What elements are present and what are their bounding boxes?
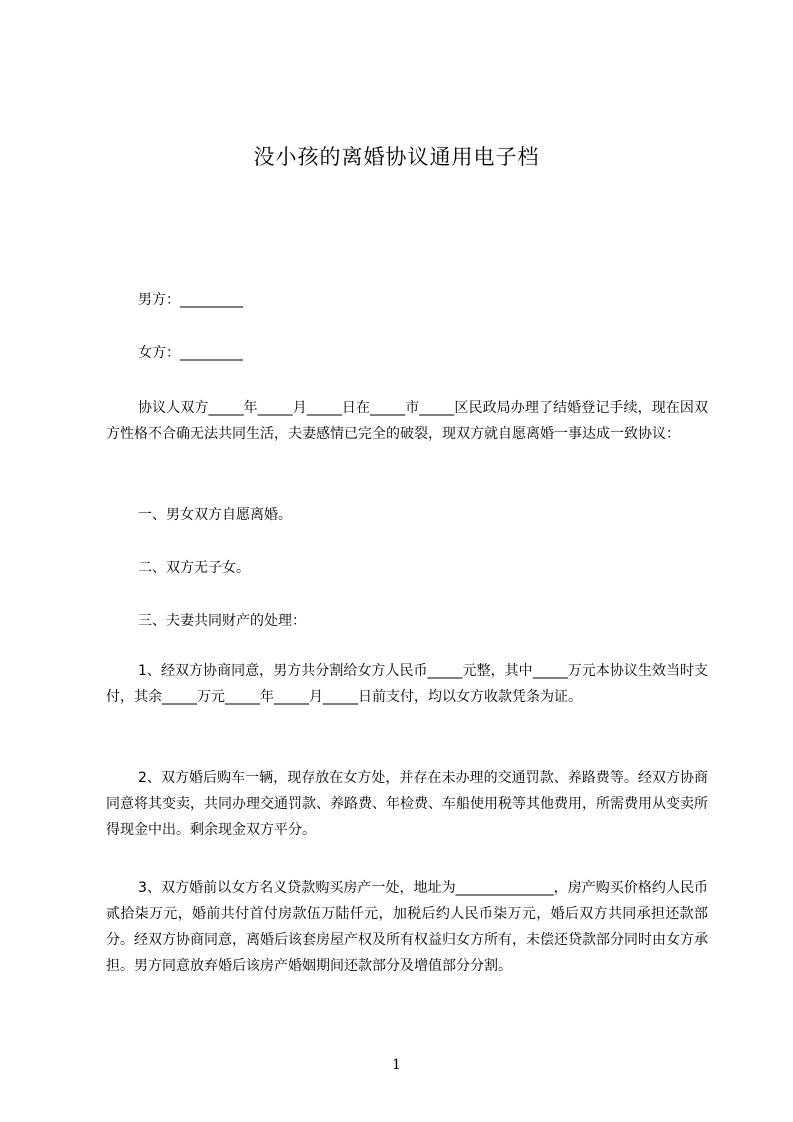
item-3-paragraph: 3、双方婚前以女方名义贷款购买房产一处，地址为______________，房产购买价格约人民币贰拾柒万元，婚前共付首付房款伍万陆仟元，加税后约人民币柒万元，婚后双方共同承担还款部分。经双方协商同意，离婚后该套房屋产权及所有权益归女方所有，未偿还贷款部分同时由女方承担。男方同意放弃婚后该房产婚姻期间还款部分及增值部分分割。 [106, 880, 708, 974]
document-title: 没小孩的离婚协议通用电子档 [253, 145, 540, 169]
female-party-line: 女方：_________ [138, 345, 243, 361]
clause-1: 一、男女双方自愿离婚。 [138, 507, 292, 523]
male-party-line: 男方：_________ [138, 292, 243, 308]
page-number: 1 [392, 1057, 401, 1073]
item-2-paragraph: 2、双方婚后购车一辆，现存放在女方处，并存在未办理的交通罚款、养路费等。经双方协商同意将其变卖，共同办理交通罚款、养路费、年检费、车船使用税等其他费用，所需费用从变卖所得现金中出。剩余现金双方平分。 [106, 770, 708, 838]
item-1-paragraph: 1、经双方协商同意，男方共分割给女方人民币_____元整，其中_____万元本协议生效当时支付，其余_____万元_____年_____月_____日前支付，均以女方收款凭条为证。 [106, 663, 708, 705]
clause-3: 三、夫妻共同财产的处理： [138, 613, 306, 629]
clause-2: 二、双方无子女。 [138, 560, 250, 576]
intro-paragraph: 协议人双方_____年_____月_____日在_____市_____区民政局办理了结婚登记手续，现在因双方性格不合确无法共同生活，夫妻感情已完全的破裂，现双方就自愿离婚一事达成一致协议： [106, 400, 708, 442]
